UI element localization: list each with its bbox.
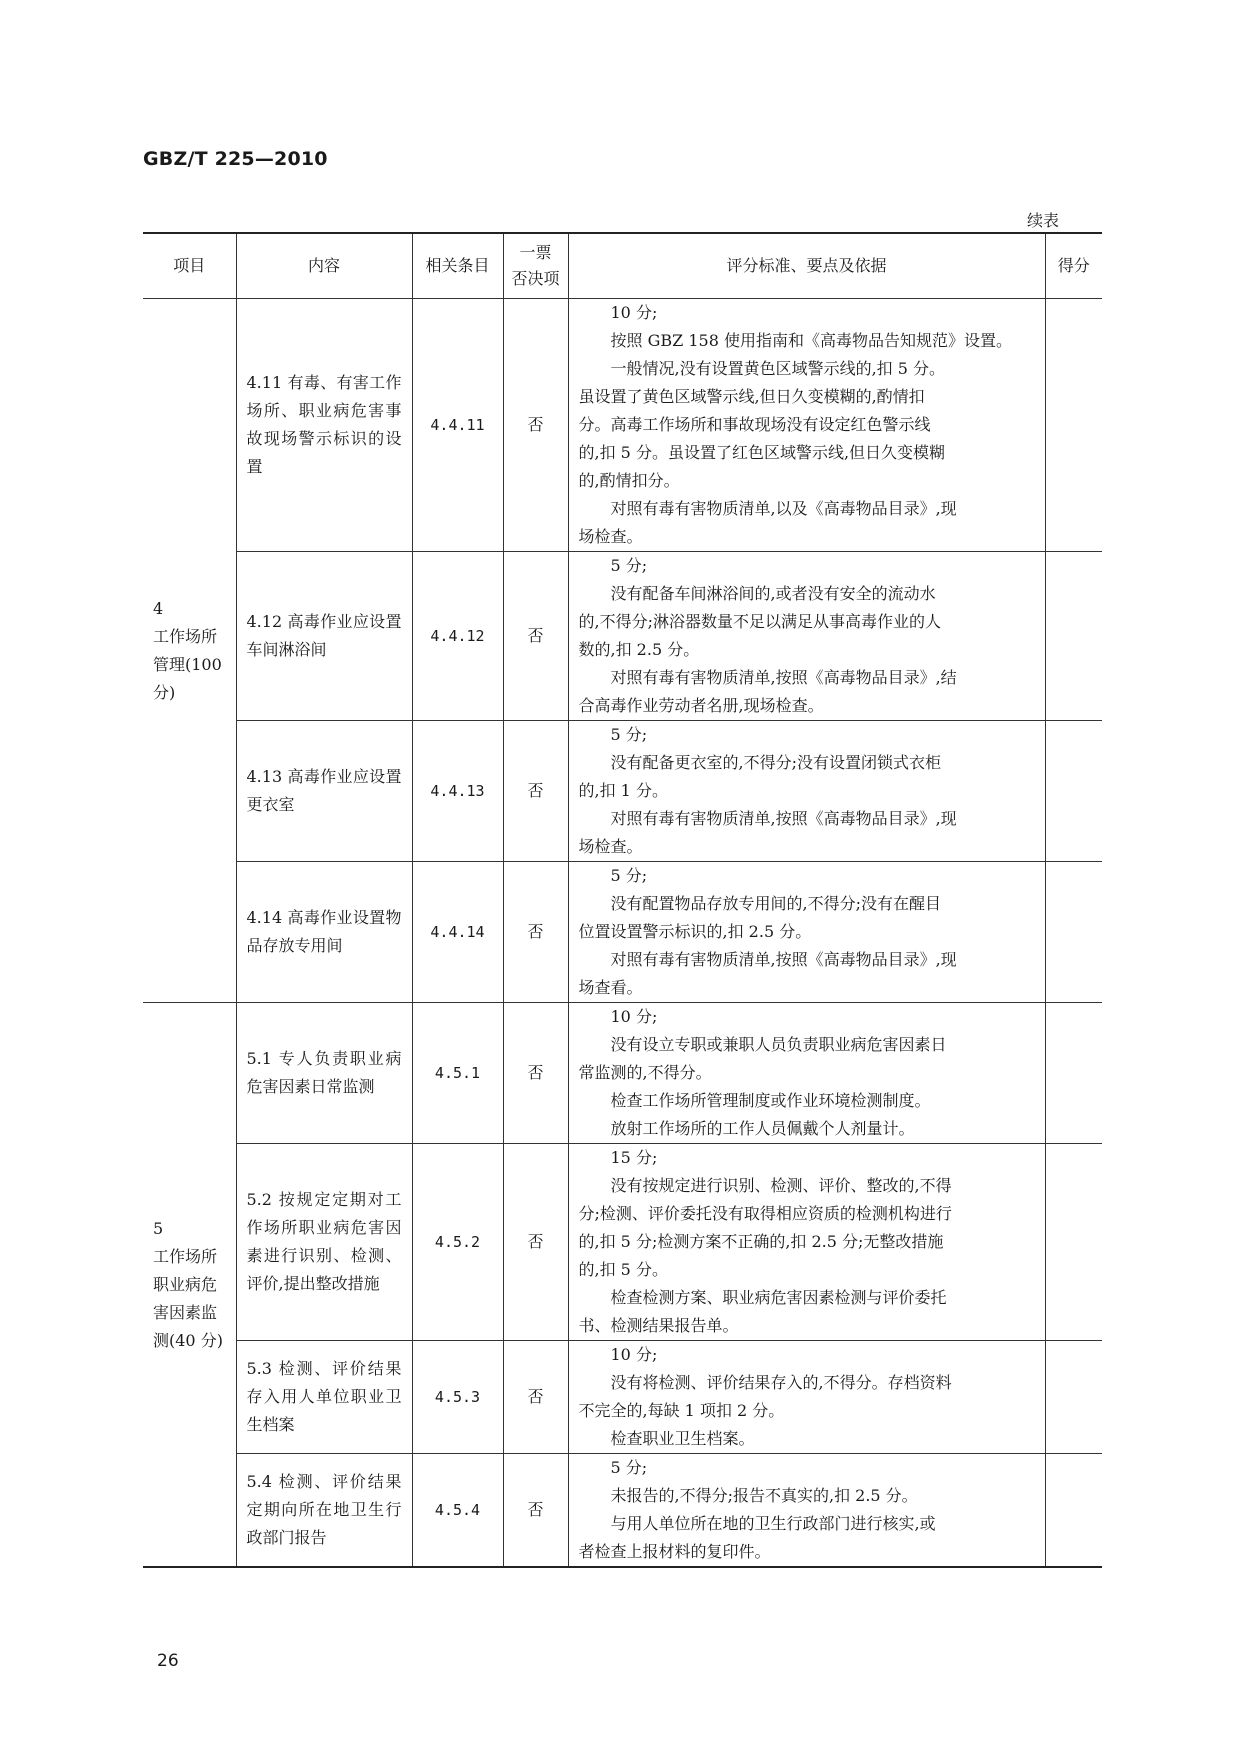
scoring-table [143,232,1102,1568]
score-cell [1045,299,1102,552]
criteria-line: 的,不得分;淋浴器数量不足以满足从事高毒作业的人 [578,612,941,631]
criteria-line: 未报告的,不得分;报告不真实的,扣 2.5 分。 [610,1486,918,1505]
clause-cell: 4.4.14 [412,862,503,1003]
score-cell [1045,552,1102,721]
criteria-cell [568,1341,1045,1454]
content-cell: 5.1 专人负责职业病危害因素日常监测 [236,1003,412,1144]
table-row [143,552,1102,721]
criteria-cell [568,1003,1045,1144]
criteria-line: 常监测的,不得分。 [578,1063,712,1082]
veto-header-line1: 一票 [519,243,552,262]
criteria-line: 放射工作场所的工作人员佩戴个人剂量计。 [610,1119,915,1138]
veto-cell: 否 [503,1144,568,1341]
criteria-line: 一般情况,没有设置黄色区域警示线的,扣 5 分。 [610,359,946,378]
criteria-line: 没有将检测、评价结果存入的,不得分。存档资料 [610,1373,952,1392]
criteria-line: 场查看。 [578,978,643,997]
clause-cell: 4.5.2 [412,1144,503,1341]
table-row [143,721,1102,862]
criteria-cell [568,721,1045,862]
criteria-line: 不完全的,每缺 1 项扣 2 分。 [578,1401,785,1420]
column-header-clause: 相关条目 [412,233,503,299]
criteria-cell [568,552,1045,721]
veto-header-line2: 否决项 [511,269,560,288]
criteria-line: 对照有毒有害物质清单,按照《高毒物品目录》,结 [610,668,957,687]
criteria-line: 的,扣 5 分。 [578,1260,668,1279]
score-cell [1045,1144,1102,1341]
criteria-line: 合高毒作业劳动者名册,现场检查。 [578,696,824,715]
clause-cell: 4.5.1 [412,1003,503,1144]
table-row [143,299,1102,552]
criteria-line: 的,扣 5 分。虽设置了红色区域警示线,但日久变模糊 [578,443,946,462]
table-row [143,862,1102,1003]
criteria-line: 书、检测结果报告单。 [578,1316,739,1335]
criteria-line: 5 分; [610,1458,648,1477]
content-cell: 5.3 检测、评价结果存入用人单位职业卫生档案 [236,1341,412,1454]
criteria-line: 没有配备车间淋浴间的,或者没有安全的流动水 [610,584,936,603]
criteria-line: 没有按规定进行识别、检测、评价、整改的,不得 [610,1176,952,1195]
criteria-line: 10 分; [610,1007,658,1026]
table-header-row [143,233,1102,299]
criteria-line: 对照有毒有害物质清单,按照《高毒物品目录》,现 [610,950,957,969]
criteria-line: 虽设置了黄色区域警示线,但日久变模糊的,酌情扣 [578,387,925,406]
veto-cell: 否 [503,299,568,552]
criteria-line: 检查工作场所管理制度或作业环境检测制度。 [610,1091,931,1110]
column-header-project: 项目 [143,233,236,299]
criteria-cell [568,1454,1045,1568]
score-cell [1045,862,1102,1003]
criteria-line: 的,酌情扣分。 [578,471,680,490]
content-cell: 4.11 有毒、有害工作场所、职业病危害事故现场警示标识的设置 [236,299,412,552]
criteria-line: 的,扣 1 分。 [578,781,668,800]
content-cell: 4.12 高毒作业应设置车间淋浴间 [236,552,412,721]
criteria-line: 位置设置警示标识的,扣 2.5 分。 [578,922,812,941]
clause-cell: 4.4.11 [412,299,503,552]
veto-cell: 否 [503,1454,568,1568]
criteria-line: 5 分; [610,725,648,744]
criteria-cell [568,299,1045,552]
criteria-line: 与用人单位所在地的卫生行政部门进行核实,或 [610,1514,936,1533]
criteria-line: 对照有毒有害物质清单,按照《高毒物品目录》,现 [610,809,957,828]
project-cell: 4 工作场所 管理(100 分) [143,299,236,1003]
criteria-line: 场检查。 [578,837,643,856]
table-row [143,1003,1102,1144]
veto-cell: 否 [503,1003,568,1144]
clause-cell: 4.5.4 [412,1454,503,1568]
column-header-veto [503,233,568,299]
criteria-line: 15 分; [610,1148,658,1167]
criteria-line: 5 分; [610,866,648,885]
content-cell: 4.14 高毒作业设置物品存放专用间 [236,862,412,1003]
criteria-line: 没有配备更衣室的,不得分;没有设置闭锁式衣柜 [610,753,941,772]
score-cell [1045,1454,1102,1568]
criteria-line: 数的,扣 2.5 分。 [578,640,700,659]
score-cell [1045,1003,1102,1144]
clause-cell: 4.5.3 [412,1341,503,1454]
criteria-line: 对照有毒有害物质清单,以及《高毒物品目录》,现 [610,499,957,518]
standard-code: GBZ/T 225—2010 [143,148,328,170]
criteria-line: 检查检测方案、职业病危害因素检测与评价委托 [610,1288,947,1307]
column-header-content: 内容 [236,233,412,299]
criteria-cell [568,862,1045,1003]
criteria-line: 5 分; [610,556,648,575]
clause-cell: 4.4.12 [412,552,503,721]
criteria-line: 10 分; [610,303,658,322]
table-row [143,1454,1102,1568]
score-cell [1045,721,1102,862]
criteria-line: 场检查。 [578,527,643,546]
criteria-line: 者检查上报材料的复印件。 [578,1542,771,1561]
criteria-line: 没有配置物品存放专用间的,不得分;没有在醒目 [610,894,941,913]
project-cell: 5 工作场所 职业病危 害因素监 测(40 分) [143,1003,236,1568]
veto-cell: 否 [503,552,568,721]
table-row [143,1144,1102,1341]
veto-cell: 否 [503,1341,568,1454]
content-cell: 4.13 高毒作业应设置更衣室 [236,721,412,862]
table-row [143,1341,1102,1454]
criteria-line: 按照 GBZ 158 使用指南和《高毒物品告知规范》设置。 [610,331,1012,350]
criteria-line: 没有设立专职或兼职人员负责职业病危害因素日 [610,1035,947,1054]
veto-cell: 否 [503,862,568,1003]
column-header-criteria: 评分标准、要点及依据 [568,233,1045,299]
criteria-line: 分;检测、评价委托没有取得相应资质的检测机构进行 [578,1204,952,1223]
veto-cell: 否 [503,721,568,862]
criteria-line: 检查职业卫生档案。 [610,1429,755,1448]
continued-label: 续表 [1027,211,1060,230]
criteria-line: 分。高毒工作场所和事故现场没有设定红色警示线 [578,415,931,434]
page-number: 26 [157,1651,179,1671]
criteria-line: 10 分; [610,1345,658,1364]
score-cell [1045,1341,1102,1454]
criteria-line: 的,扣 5 分;检测方案不正确的,扣 2.5 分;无整改措施 [578,1232,944,1251]
criteria-cell [568,1144,1045,1341]
clause-cell: 4.4.13 [412,721,503,862]
content-cell: 5.4 检测、评价结果定期向所在地卫生行政部门报告 [236,1454,412,1568]
content-cell: 5.2 按规定定期对工作场所职业病危害因素进行识别、检测、评价,提出整改措施 [236,1144,412,1341]
column-header-score: 得分 [1045,233,1102,299]
